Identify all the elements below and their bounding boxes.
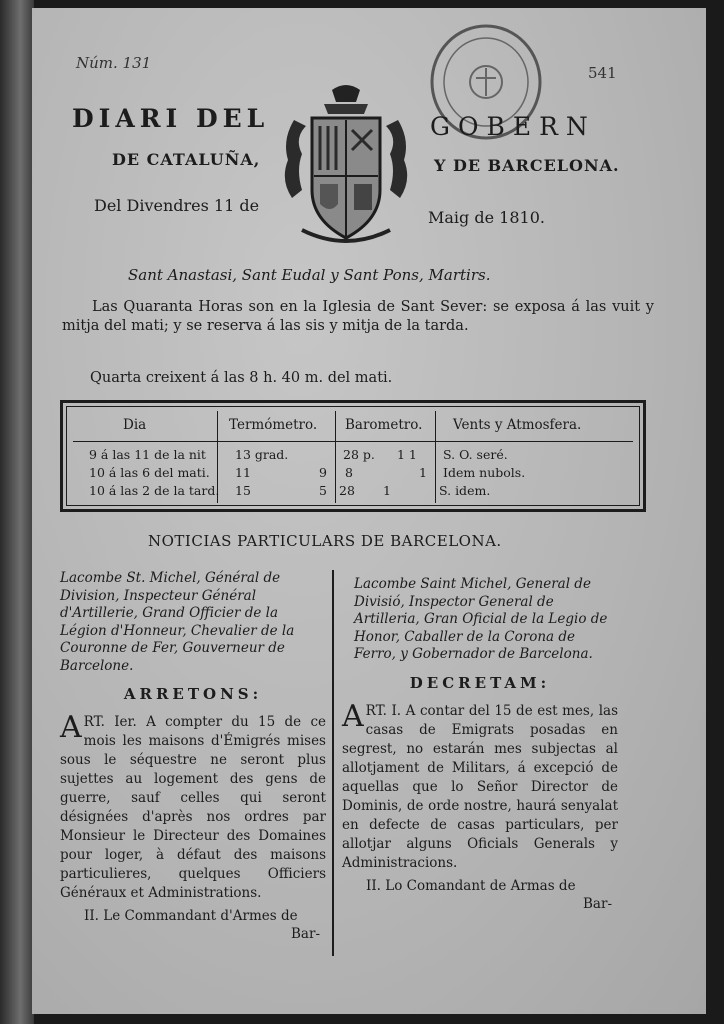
weather-row-baro: 28 p. <box>343 447 375 462</box>
french-intro: Lacombe St. Michel, Général de Division, Inspecteur Général d'Artillerie, Grand Officier de la Légion d'Honneur, Chevalier de la Couronne de Fer, Gouverneur de Barcelone. <box>60 570 295 674</box>
catalan-heading: DECRETAM: <box>409 673 551 692</box>
weather-row-thermo: 13 grad. <box>235 447 289 462</box>
devotion-notice: Las Quaranta Horas son en la Iglesia de Sant Sever: se exposa á las vuit y mitja del mati; y se reserva á las sis y mitja de la tarda. <box>62 299 654 334</box>
french-article-2: II. Le Commandant d'Armes de <box>84 908 298 924</box>
section-title: NOTICIAS PARTICULARS DE BARCELONA. <box>148 532 502 550</box>
weather-header-rule <box>73 441 633 442</box>
weather-row-wind: S. O. seré. <box>443 447 508 462</box>
page-number: 541 <box>588 64 617 82</box>
catalan-article-2: II. Lo Comandant de Armas de <box>366 877 576 894</box>
masthead-subtitle-left: DE CATALUÑA, <box>112 150 261 169</box>
weather-table <box>60 400 646 512</box>
weather-row-baro: 28 <box>339 483 355 498</box>
french-catchword: Bar- <box>291 926 320 942</box>
weather-row-baro-b: 1 <box>419 465 427 480</box>
weather-row-baro-b: 1 <box>383 483 391 498</box>
weather-col-divider <box>335 411 336 503</box>
french-dropcap: A <box>60 710 82 745</box>
weather-row-day: 10 á las 6 del mati. <box>89 465 210 480</box>
french-article-1 <box>60 710 326 903</box>
catalan-article-1-text: RT. I. A contar del 15 de est mes, las casas de Emigrats posadas en segrest, no estarán mes subjectas al allotjament de Militars, á excepció de aquellas que lo Señor Director de Dominis, de orde nostre, haurá senyalat en defecte de casas particulars, per allotjar alguns Oficials Generals y Administracions. <box>342 702 618 871</box>
weather-row-day: 10 á las 2 de la tard. <box>89 483 220 498</box>
catalan-catchword: Bar- <box>583 895 612 912</box>
weather-row-wind: S. idem. <box>439 483 491 498</box>
french-column <box>60 570 326 942</box>
weather-header-wind: Vents y Atmosfera. <box>453 417 582 433</box>
weather-row-thermo: 11 <box>235 465 251 480</box>
french-article-1-text: RT. Ier. A compter du 15 de ce mois les maisons d'Émigrés mises sous le séquestre ne seront plus sujettes au logement des gens de guerre, sauf celles qui seront désignées d'après nos ordres par Monsieur le Directeur des Domaines pour loger, à défaut des maisons particulieres, quelques Officiers Généraux et Administrations. <box>60 714 326 901</box>
weather-row-thermo: 15 <box>235 483 251 498</box>
date-right: Maig de 1810. <box>428 208 545 227</box>
weather-row-thermo-b: 5 <box>319 483 327 498</box>
weather-row-day: 9 á las 11 de la nit <box>89 447 206 462</box>
weather-col-divider <box>435 411 436 503</box>
moon-phase: Quarta creixent á las 8 h. 40 m. del mati. <box>90 370 393 386</box>
issue-number: Núm. 131 <box>76 54 152 72</box>
book-spine <box>0 0 34 1024</box>
weather-header-thermometer: Termómetro. <box>229 417 318 433</box>
masthead-title-left: DIARI DEL <box>72 104 270 133</box>
catalan-column <box>342 576 618 912</box>
masthead-title-right: GOBERN <box>430 112 596 141</box>
saints-of-the-day: Sant Anastasi, Sant Eudal y Sant Pons, Martirs. <box>128 266 491 284</box>
catalan-dropcap: A <box>342 698 364 734</box>
catalan-article-1 <box>342 698 618 873</box>
weather-row-wind: Idem nubols. <box>443 465 526 480</box>
catalan-intro: Lacombe Saint Michel, General de Divisió, Inspector General de Artilleria, Gran Oficial de la Legio de Honor, Caballer de la Corona de Ferro, y Gobernador de Barcelona. <box>354 576 608 662</box>
masthead-subtitle-right: Y DE BARCELONA. <box>434 156 620 175</box>
coat-of-arms-icon <box>272 80 420 250</box>
french-heading: ARRETONS: <box>123 685 263 703</box>
weather-header-barometer: Barometro. <box>345 417 423 433</box>
column-divider <box>332 570 334 956</box>
weather-row-baro-b: 1 1 <box>397 447 417 462</box>
weather-header-day: Dia <box>123 417 147 433</box>
weather-row-baro: 8 <box>345 465 353 480</box>
newspaper-page <box>32 8 706 1014</box>
date-left: Del Divendres 11 de <box>94 196 260 215</box>
weather-row-thermo-b: 9 <box>319 465 327 480</box>
